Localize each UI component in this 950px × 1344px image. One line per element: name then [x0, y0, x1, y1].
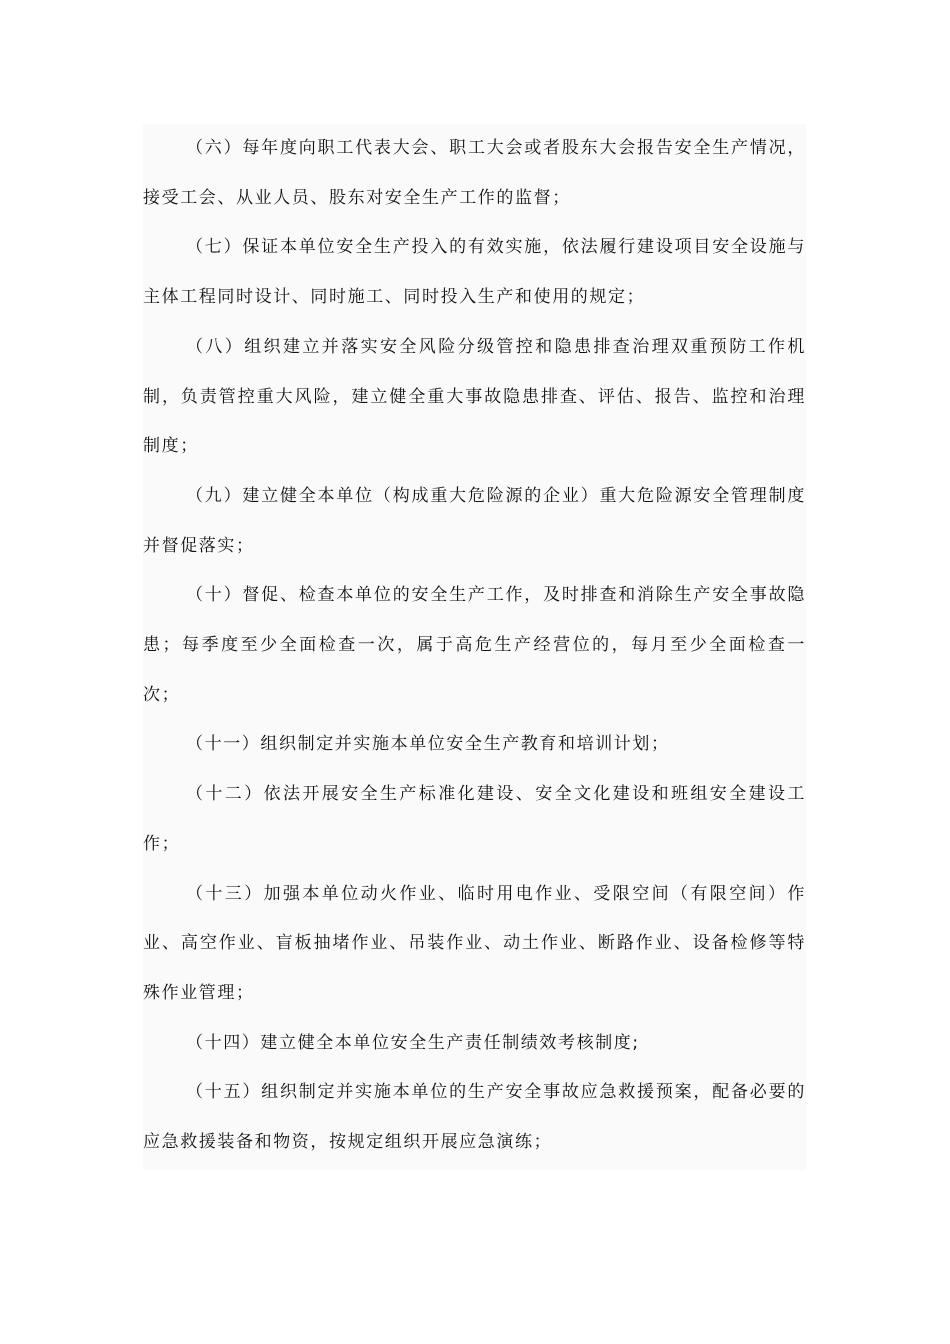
paragraph-item-15: （十五）组织制定并实施本单位的生产安全事故应急救援预案，配备必要的应急救援装备和物资，按规定组织开展应急演练；: [143, 1082, 806, 1153]
document-text-block: [143, 124, 806, 1170]
paragraph-item-7: （七）保证本单位安全生产投入的有效实施，依法履行建设项目安全设施与主体工程同时设计、同时施工、同时投入生产和使用的规定；: [143, 237, 806, 308]
paragraph-item-11: （十一）组织制定并实施本单位安全生产教育和培训计划；: [186, 734, 670, 755]
paragraph-item-10: （十）督促、检查本单位的安全生产工作，及时排查和消除生产安全事故隐患；每季度至少全面检查一次，属于高危生产经营位的，每月至少全面检查一次；: [143, 585, 806, 705]
paragraph-item-6: （六）每年度向职工代表大会、职工大会或者股东大会报告安全生产情况，接受工会、从业人员、股东对安全生产工作的监督；: [143, 138, 806, 208]
paragraph-item-14: （十四）建立健全本单位安全生产责任制绩效考核制度;: [186, 1032, 640, 1053]
paragraph-item-8: （八）组织建立并落实安全风险分级管控和隐患排查治理双重预防工作机制，负责管控重大风险，建立健全重大事故隐患排查、评估、报告、监控和治理制度；: [143, 336, 806, 457]
paragraph-item-13: （十三）加强本单位动火作业、临时用电作业、受限空间（有限空间）作业、高空作业、盲板抽堵作业、吊装作业、动土作业、断路作业、设备检修等特殊作业管理；: [143, 883, 806, 1003]
paragraph-item-12: （十二）依法开展安全生产标准化建设、安全文化建设和班组安全建设工作；: [143, 784, 806, 854]
paragraph-item-9: （九）建立健全本单位（构成重大危险源的企业）重大危险源安全管理制度并督促落实；: [143, 485, 806, 556]
